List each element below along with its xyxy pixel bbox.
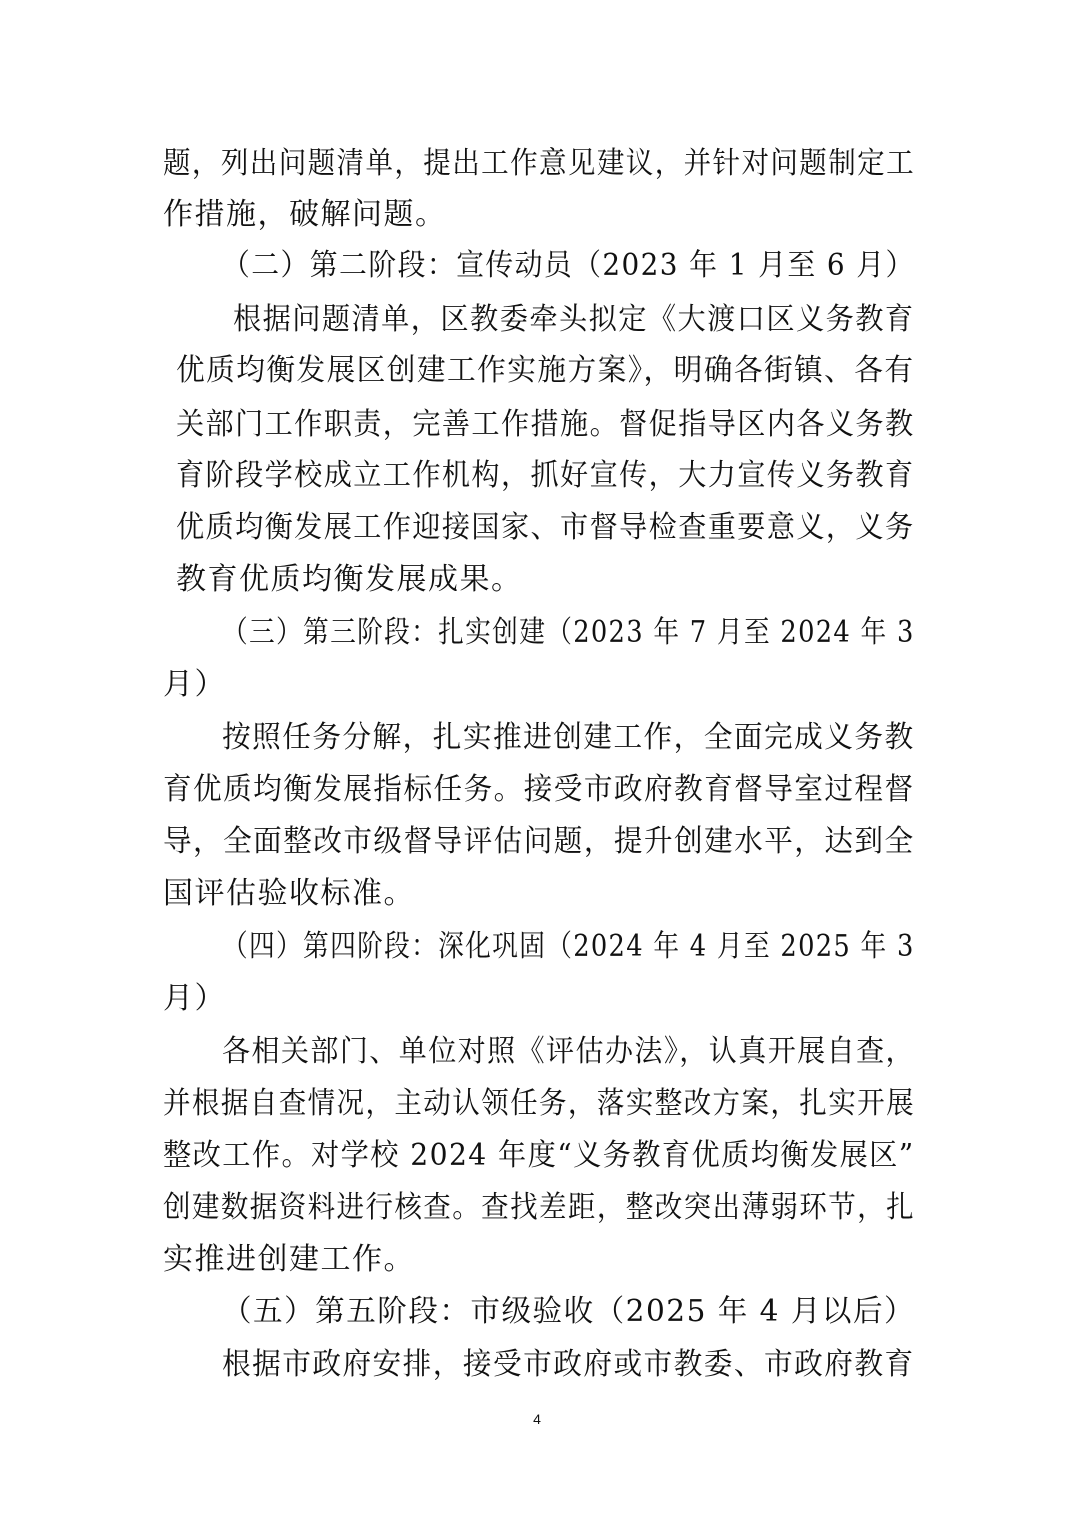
body-text-line: 题，列出问题清单，提出工作意见建议，并针对问题制定工 [163,146,916,181]
body-text-line: 导，全面整改市级督导评估问题，提升创建水平，达到全 [163,824,915,859]
body-text-line: 根据问题清单，区教委牵头拟定《大渡口区义务教育 [233,302,915,337]
body-text-line: 按照任务分解，扎实推进创建工作，全面完成义务教 [222,720,915,755]
body-text-line: 国评估验收标准。 [163,876,415,911]
body-text-line: 实推进创建工作。 [163,1242,415,1277]
section-heading: （四）第四阶段：深化巩固（2024 年 4 月至 2025 年 3 [222,929,915,964]
section-heading-continuation: 月） [163,981,226,1016]
body-text-line: 育优质均衡发展指标任务。接受市政府教育督导室过程督 [163,772,915,807]
body-text-line: 教育优质均衡发展成果。 [176,562,523,597]
body-text-line: 作措施，破解问题。 [163,197,447,232]
section-heading: （三）第三阶段：扎实创建（2023 年 7 月至 2024 年 3 [222,615,915,650]
body-text-line: 并根据自查情况，主动认领任务，落实整改方案，扎实开展 [163,1086,916,1121]
section-heading-continuation: 月） [163,667,226,702]
section-heading: （五）第五阶段：市级验收（2025 年 4 月以后） [222,1294,916,1329]
section-heading: （二）第二阶段：宣传动员（2023 年 1 月至 6 月） [222,248,915,283]
body-text-line: 关部门工作职责，完善工作措施。督促指导区内各义务教 [176,407,915,442]
page-number: 4 [533,1411,541,1427]
body-text-line: 各相关部门、单位对照《评估办法》，认真开展自查， [222,1034,915,1069]
body-text-line: 优质均衡发展工作迎接国家、市督导检查重要意义，义务 [176,510,915,545]
body-text-line: 优质均衡发展区创建工作实施方案》，明确各街镇、各有 [176,353,915,388]
body-text-line: 育阶段学校成立工作机构，抓好宣传，大力宣传义务教育 [176,458,915,493]
body-text-line: 根据市政府安排，接受市政府或市教委、市政府教育 [222,1347,915,1382]
body-text-line: 创建数据资料进行核查。查找差距，整改突出薄弱环节，扎 [163,1190,916,1225]
body-text-line: 整改工作。对学校 2024 年度“义务教育优质均衡发展区” [163,1138,915,1173]
